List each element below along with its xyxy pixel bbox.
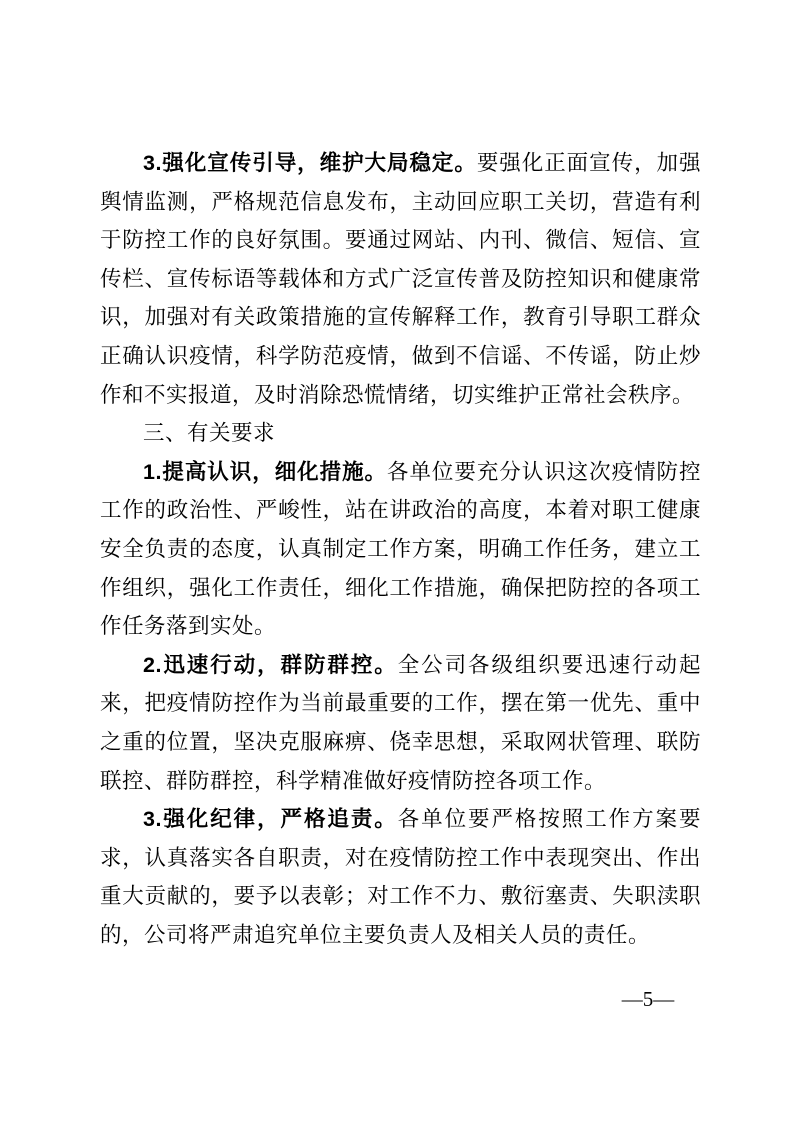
- paragraph-discipline: [100, 800, 701, 954]
- paragraph-action-text: 全公司各级组织要迅速行动起来，把疫情防控作为当前最重要的工作，摆在第一优先、重中之重的位置，坚决克服麻痹、侥幸思想，采取网状管理、联防联控、群防群控，科学精准做好疫情防控各项工作。: [100, 652, 701, 793]
- paragraph-discipline-lead: 3.强化纪律，严格追责。: [143, 807, 398, 832]
- paragraph-awareness-lead: 1.提高认识，细化措施。: [143, 459, 387, 484]
- paragraph-action-lead: 2.迅速行动，群防群控。: [143, 652, 398, 677]
- paragraph-propaganda-lead: 3.强化宣传引导，维护大局稳定。: [143, 151, 477, 175]
- paragraph-action: [100, 646, 701, 800]
- paragraph-propaganda: [100, 144, 701, 414]
- section-heading: 三、有关要求: [143, 421, 276, 446]
- page-number: —5—: [621, 987, 675, 1011]
- paragraph-discipline-text: 各单位要严格按照工作方案要求，认真落实各自职责，对在疫情防控工作中表现突出、作出重大贡献的，要予以表彰；对工作不力、敷衍塞责、失职渎职的，公司将严肃追究单位主要负责人及相关人员的责任。: [100, 807, 701, 947]
- paragraph-awareness: [100, 453, 701, 646]
- paragraph-awareness-text: 各单位要充分认识这次疫情防控工作的政治性、严峻性，站在讲政治的高度，本着对职工健康安全负责的态度，认真制定工作方案，明确工作任务，建立工作组织，强化工作责任，细化工作措施，确保把防控的各项工作任务落到实处。: [100, 459, 701, 639]
- paragraph-propaganda-text: 要强化正面宣传，加强舆情监测，严格规范信息发布，主动回应职工关切，营造有利于防控工作的良好氛围。要通过网站、内刊、微信、短信、宣传栏、宣传标语等载体和方式广泛宣传普及防控知识和健康常识，加强对有关政策措施的宣传解释工作，教育引导职工群众正确认识疫情，科学防范疫情，做到不信谣、不传谣，防止炒作和不实报道，及时消除恐慌情绪，切实维护正常社会秩序。: [100, 151, 701, 407]
- document-body: [100, 144, 701, 954]
